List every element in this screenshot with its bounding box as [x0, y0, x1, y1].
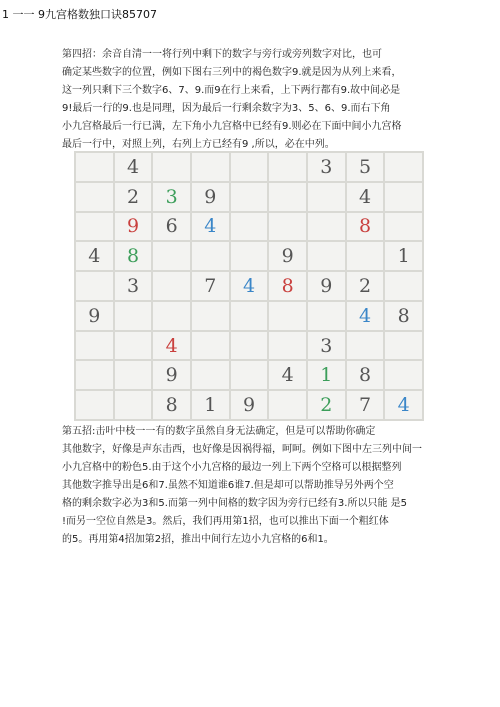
sudoku-cell: [76, 332, 113, 360]
text-line: !而另一空位自然是3。然后，我们再用第1招，也可以推出下面一个粗红体: [62, 516, 389, 527]
paragraph-tip-five: [62, 423, 430, 549]
sudoku-cell: 9: [308, 272, 345, 300]
sudoku-cell: [385, 213, 422, 241]
sudoku-grid: [76, 153, 422, 419]
sudoku-cell: 9: [115, 213, 152, 241]
sudoku-cell: 4: [76, 242, 113, 270]
sudoku-cell: 8: [385, 302, 422, 330]
sudoku-cell: [231, 302, 268, 330]
sudoku-cell: [269, 391, 306, 419]
sudoku-cell: [269, 213, 306, 241]
sudoku-cell: [231, 183, 268, 211]
text-line: 的5。再用第4招加第2招，推出中间行左边小九宫格的6和1。: [62, 534, 334, 545]
sudoku-cell: [385, 272, 422, 300]
sudoku-cell: 7: [347, 391, 384, 419]
sudoku-cell: 1: [308, 361, 345, 389]
sudoku-cell: 4: [347, 302, 384, 330]
sudoku-cell: 4: [192, 213, 229, 241]
sudoku-cell: 8: [347, 361, 384, 389]
text-line: 小九宫格最后一行已满，左下角小九宫格中已经有9.则必在下面中间小九宫格: [62, 121, 402, 132]
sudoku-cell: [153, 272, 190, 300]
sudoku-cell: 3: [153, 183, 190, 211]
sudoku-cell: [76, 213, 113, 241]
sudoku-cell: [308, 183, 345, 211]
sudoku-cell: 4: [347, 183, 384, 211]
sudoku-cell: 4: [231, 272, 268, 300]
text-line: 确定某些数字的位置，例如下图右三列中的褐色数字9.就是因为从列上来看，: [62, 67, 402, 78]
sudoku-cell: [115, 302, 152, 330]
sudoku-cell: 7: [192, 272, 229, 300]
sudoku-cell: [231, 361, 268, 389]
sudoku-cell: 9: [76, 302, 113, 330]
sudoku-cell: 4: [153, 332, 190, 360]
text-line: 第五招:击叶中枝一一有的数字虽然自身无法确定，但是可以帮助你确定: [62, 426, 376, 437]
sudoku-cell: [192, 153, 229, 181]
sudoku-cell: 8: [269, 272, 306, 300]
sudoku-cell: [347, 332, 384, 360]
sudoku-cell: 1: [192, 391, 229, 419]
text-line: 其他数字推导出是6和7.虽然不知道谁6谁7.但是却可以帮助推导另外两个空: [62, 480, 394, 491]
sudoku-cell: [231, 332, 268, 360]
text-line: 其他数字，好像是声东击西，也好像是因祸得福，呵呵。例如下图中左三列中间一: [62, 444, 422, 455]
sudoku-cell: 3: [308, 153, 345, 181]
sudoku-cell: [76, 183, 113, 211]
sudoku-cell: 4: [385, 391, 422, 419]
sudoku-cell: [115, 332, 152, 360]
sudoku-cell: [192, 332, 229, 360]
sudoku-cell: [153, 242, 190, 270]
sudoku-cell: 2: [308, 391, 345, 419]
sudoku-cell: 4: [115, 153, 152, 181]
text-line: 最后一行中，对照上列，右列上方已经有9 ,所以，必在中列。: [62, 139, 335, 150]
sudoku-cell: 3: [115, 272, 152, 300]
sudoku-cell: 8: [347, 213, 384, 241]
sudoku-cell: [308, 302, 345, 330]
sudoku-cell: 5: [347, 153, 384, 181]
sudoku-cell: [269, 332, 306, 360]
sudoku-cell: 9: [153, 361, 190, 389]
sudoku-cell: [385, 332, 422, 360]
sudoku-cell: [192, 302, 229, 330]
sudoku-cell: [76, 153, 113, 181]
sudoku-cell: [192, 361, 229, 389]
sudoku-cell: 3: [308, 332, 345, 360]
sudoku-cell: [115, 361, 152, 389]
text-line: 第四招：余音自清一一将行列中剩下的数字与旁行或旁列数字对比，也可: [62, 49, 382, 60]
paragraph-tip-four: [62, 46, 430, 154]
sudoku-cell: [385, 361, 422, 389]
sudoku-cell: [231, 213, 268, 241]
sudoku-cell: [308, 213, 345, 241]
sudoku-cell: [115, 391, 152, 419]
sudoku-cell: [76, 391, 113, 419]
sudoku-cell: 8: [153, 391, 190, 419]
sudoku-cell: 9: [231, 391, 268, 419]
sudoku-cell: [385, 183, 422, 211]
sudoku-cell: 9: [192, 183, 229, 211]
sudoku-cell: [269, 183, 306, 211]
sudoku-cell: 9: [269, 242, 306, 270]
sudoku-cell: [385, 153, 422, 181]
text-line: 9!最后一行的9.也是同理，因为最后一行剩余数字为3、5、6、9.而右下角: [62, 103, 391, 114]
sudoku-cell: [76, 361, 113, 389]
sudoku-cell: [192, 242, 229, 270]
text-line: 这一列只剩下三个数字6、7、9.而9在行上来看，上下两行都有9.故中间必是: [62, 85, 401, 96]
text-line: 小九宫格中的粉色5.由于这个小九宫格的最边一列上下两个空格可以根据整列: [62, 462, 402, 473]
sudoku-cell: 2: [347, 272, 384, 300]
text-line: 格的剩余数字必为3和5.而第一列中间格的数字因为旁行已经有3.所以只能 是5: [62, 498, 407, 509]
sudoku-cell: 6: [153, 213, 190, 241]
sudoku-cell: 2: [115, 183, 152, 211]
sudoku-cell: [231, 153, 268, 181]
sudoku-cell: [269, 302, 306, 330]
sudoku-board: [74, 151, 424, 421]
sudoku-cell: [231, 242, 268, 270]
sudoku-cell: [153, 153, 190, 181]
sudoku-cell: [308, 242, 345, 270]
page-header: 1 一一 9九宫格数独口诀85707: [2, 8, 157, 21]
sudoku-cell: [347, 242, 384, 270]
sudoku-cell: [76, 272, 113, 300]
sudoku-cell: 4: [269, 361, 306, 389]
sudoku-cell: 8: [115, 242, 152, 270]
sudoku-cell: 1: [385, 242, 422, 270]
sudoku-cell: [153, 302, 190, 330]
sudoku-cell: [269, 153, 306, 181]
